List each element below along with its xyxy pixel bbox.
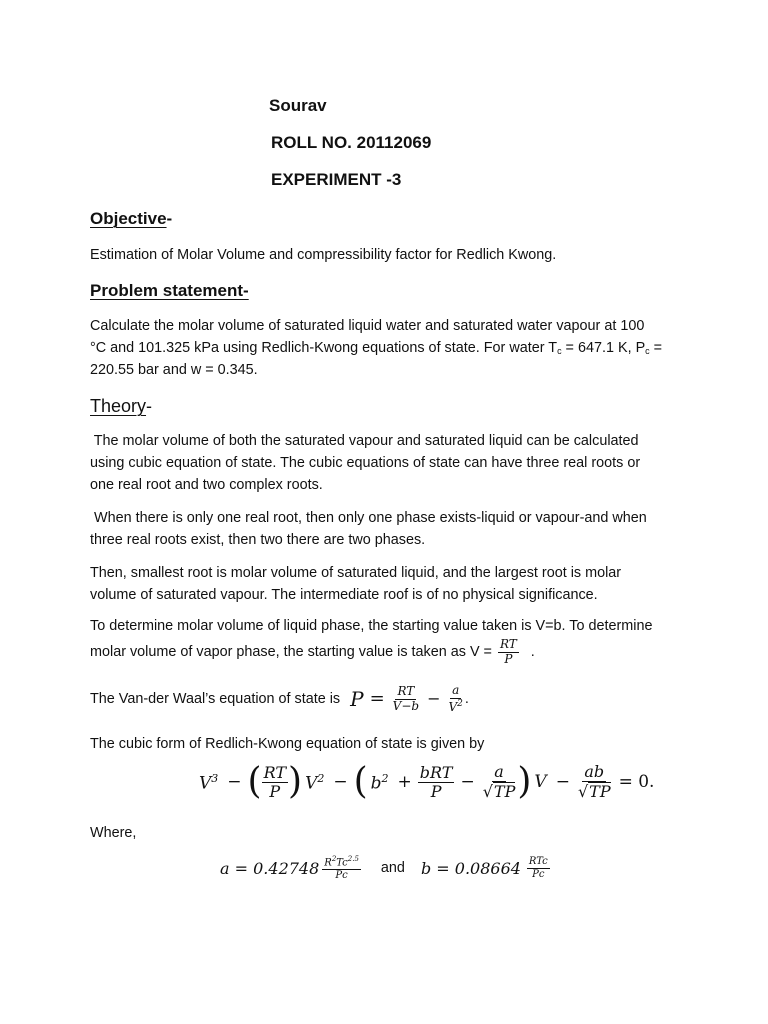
objective-text: Estimation of Molar Volume and compressibility factor for Redlich Kwong. (90, 247, 557, 263)
a-fraction: $\frac{R^2Tc^{2.5}}{Pc}$ (324, 855, 359, 881)
roll-number: ROLL NO. 20112069 (271, 133, 432, 152)
where-label: Where, (90, 825, 137, 841)
problem-line-3: 220.55 bar and w = 0.345. (90, 362, 258, 378)
vdw-first-fraction: $\frac{RT}{V-b}$ (392, 684, 420, 713)
vdw-line: The Van-der Waal’s equation of state is P = $\frac{RT}{V-b}$ − $\frac{a}{V^2}$ . (90, 683, 469, 714)
and-word: and (380, 860, 405, 877)
b-fraction: $\frac{\text{RTc}}{Pc}$ (528, 856, 548, 880)
vdw-second-fraction: $\frac{a}{V^2}$ (448, 683, 463, 714)
b-constant: b = 0.08664 (420, 858, 521, 878)
theory-para-4-line-1: To determine molar volume of liquid phase, the starting value taken is V=b. To determine (90, 618, 653, 634)
theory-para-2: When there is only one real root, then only one phase exists-liquid or vapour-and when three real roots exist, then two there are two phases. (90, 510, 647, 548)
cubic-intro: The cubic form of Redlich-Kwong equation of state is given by (90, 736, 485, 752)
problem-heading: Problem statement- (90, 281, 249, 300)
theory-para-3: Then, smallest root is molar volume of saturated liquid, and the largest root is molar volume of saturated vapour. The intermediate roof is of no physical significance. (90, 565, 622, 603)
vdw-p: P (350, 687, 364, 712)
problem-line-2: °C and 101.325 kPa using Redlich-Kwong equations of state. For water $T_c = 647.1$ K, $P_c$ = (90, 340, 663, 356)
constants-line (220, 855, 550, 881)
redlich-kwong-cubic-equation: $V^3$ − ( $\frac{RT}{P}$ ) $V^2$ − ( $b^2$ + $\frac{\text{bRT}}{P}$ − $\frac{a}{√TP}$ ) V − $\frac{ab}{√TP}$ = 0. (199, 761, 655, 803)
author-name: Sourav (269, 96, 327, 115)
theory-para-1: The molar volume of both the saturated vapour and saturated liquid can be calculated using cubic equation of state. The cubic equations of state can have three real roots or one real root and two complex roots. (90, 433, 641, 493)
objective-heading: Objective- (90, 209, 173, 228)
a-constant: a = 0.42748 (220, 858, 320, 878)
theory-heading: Theory- (90, 396, 153, 416)
problem-line-1: Calculate the molar volume of saturated liquid water and saturated water vapour at 100 (90, 318, 645, 334)
theory-para-4-line-2: molar volume of vapor phase, the starting value is taken as V = $\frac{RT}{P}$ . (90, 637, 535, 666)
experiment-title: EXPERIMENT -3 (271, 170, 402, 189)
rt-over-p-fraction: $\frac{RT}{P}$ (499, 637, 517, 666)
